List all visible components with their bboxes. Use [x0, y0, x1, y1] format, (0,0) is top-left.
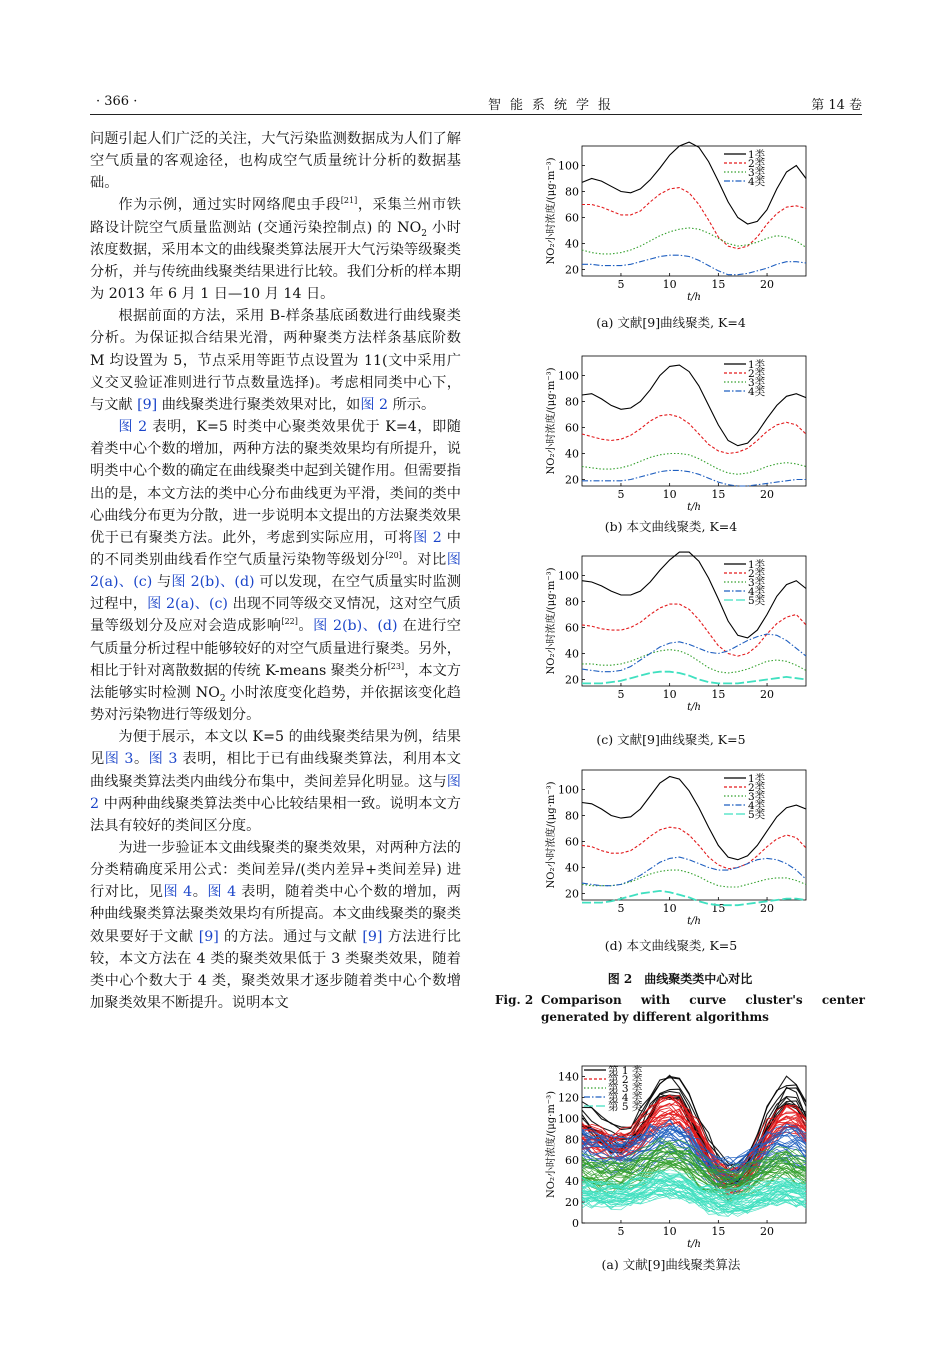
figure-title-cn: 图 2 曲线聚类类中心对比 — [607, 972, 753, 986]
volume-number: 第 14 卷 — [811, 98, 862, 113]
legend-label: 1类 — [748, 359, 766, 371]
series-line — [582, 650, 806, 673]
figure-link[interactable]: 图 2 — [118, 419, 148, 436]
plot-frame — [582, 356, 806, 486]
y-tick-label: 120 — [558, 1091, 579, 1105]
y-tick-label: 80 — [565, 395, 579, 409]
x-tick-label: 15 — [711, 1225, 726, 1238]
figure-link[interactable]: 图 2 — [90, 773, 461, 812]
series-line — [582, 454, 806, 475]
y-tick-label: 100 — [558, 569, 579, 583]
chart-caption-d: (d) 本文曲线聚类, K=5 — [604, 938, 738, 953]
y-tick-label: 0 — [572, 1217, 579, 1230]
figure-link[interactable]: 图 2(b)、(d) — [171, 574, 255, 591]
chart-d-svg — [536, 762, 806, 932]
legend-label: 5类 — [748, 809, 766, 821]
y-tick-label: 100 — [558, 159, 579, 173]
legend-label: 5类 — [748, 595, 766, 607]
legend-label: 4类 — [748, 586, 766, 598]
x-axis-label: t/h — [687, 292, 701, 303]
y-tick-label: 40 — [565, 237, 579, 251]
y-tick-label: 20 — [565, 1196, 579, 1210]
paragraph-3: 根据前面的方法，采用 B-样条基底函数进行曲线聚类分析。为保证拟合结果光滑，两种聚类方法样条基底阶数 M 均设置为 5，节点采用等距节点设置为 11(文中采用广义交叉验证准则进行节点数量选择)。考虑相同类中心下，与文献 [9] 曲线聚类进行聚类效果对比，如图 2 所示。 — [90, 308, 461, 413]
legend-label: 第 5 类 — [608, 1101, 643, 1113]
figure-label-en: Fig. 2 — [495, 993, 534, 1007]
legend-label: 第 2 类 — [608, 1074, 643, 1086]
y-tick-label: 20 — [565, 473, 579, 487]
y-tick-label: 100 — [558, 1112, 579, 1126]
figure-caption-en: Comparison with curve cluster's center generated by different algorithms — [541, 993, 865, 1024]
x-tick-label: 20 — [760, 488, 775, 501]
x-tick-label: 15 — [711, 688, 726, 701]
y-tick-label: 40 — [565, 1175, 579, 1189]
chart-panel-c — [536, 548, 806, 728]
y-tick-label: 80 — [565, 595, 579, 609]
x-tick-label: 20 — [760, 278, 775, 291]
body-text-column — [90, 128, 461, 1014]
x-tick-label: 5 — [617, 1225, 625, 1238]
chart-panel-d — [536, 762, 806, 932]
x-tick-label: 5 — [617, 688, 625, 701]
paragraph-1: 问题引起人们广泛的关注，大气污染监测数据成为人们了解空气质量的客观途径，也构成空气质量统计分析的数据基础。 — [90, 131, 461, 192]
y-tick-label: 140 — [558, 1070, 579, 1084]
x-tick-label: 15 — [711, 902, 726, 915]
y-tick-label: 60 — [565, 621, 579, 635]
series-line — [582, 470, 806, 486]
x-tick-label: 20 — [760, 688, 775, 701]
legend-label: 3类 — [748, 377, 766, 389]
series-line — [582, 827, 806, 869]
chart-caption-a: (a) 文献[9]曲线聚类, K=4 — [596, 315, 746, 330]
chart-caption-b: (b) 本文曲线聚类, K=4 — [604, 519, 738, 534]
legend-label: 2类 — [748, 368, 766, 380]
y-tick-label: 60 — [565, 421, 579, 435]
y-tick-label: 80 — [565, 185, 579, 199]
paragraph-5: 为便于展示，本文以 K=5 的曲线聚类结果为例，结果见图 3。图 3 表明，相比于已有曲线聚类算法，利用本文曲线聚类算法类内曲线分布集中，类间差异化明显。这与图 2 中两种曲线聚类算法类中心比较结果相一致。说明本文方法具有较好的类间区分度。 — [90, 729, 461, 834]
plot-frame — [582, 770, 806, 900]
series-line — [582, 142, 806, 224]
figure-title-en — [495, 992, 865, 1026]
legend-label: 2类 — [748, 158, 766, 170]
figure-link[interactable]: 图 4 — [163, 884, 193, 901]
running-header — [90, 92, 862, 115]
legend-label: 3类 — [748, 791, 766, 803]
ref-link[interactable]: [9] — [137, 396, 158, 413]
x-tick-label: 10 — [662, 1225, 677, 1238]
series-line — [582, 188, 806, 249]
figure-link[interactable]: 图 2(a)、(c) — [90, 551, 461, 591]
x-axis-label: t/h — [687, 502, 701, 513]
series-line — [582, 228, 806, 254]
x-tick-label: 15 — [711, 278, 726, 291]
y-tick-label: 40 — [565, 447, 579, 461]
chart-caption-c: (c) 文献[9]曲线聚类, K=5 — [596, 732, 746, 747]
legend-label: 1类 — [748, 559, 766, 571]
figure-link[interactable]: 图 2(a)、(c) — [147, 596, 228, 613]
y-tick-label: 100 — [558, 369, 579, 383]
figure-link[interactable]: 图 3 — [104, 751, 134, 768]
fig3a-svg — [536, 1052, 806, 1252]
legend-label: 1类 — [748, 149, 766, 161]
chart-panel-fig3a — [536, 1052, 806, 1252]
x-tick-label: 10 — [662, 688, 677, 701]
citation: [23] — [387, 661, 405, 671]
y-tick-label: 80 — [565, 1133, 579, 1147]
journal-title: 智能系统学报 — [488, 98, 621, 113]
citation: [20] — [385, 550, 402, 560]
citation: [21] — [340, 196, 358, 206]
chart-panel-b — [536, 348, 806, 513]
y-axis-label: NO₂小时浓度/(μg·m⁻³) — [546, 367, 557, 475]
series-line — [582, 604, 806, 656]
series-line — [582, 777, 806, 860]
y-tick-label: 20 — [565, 887, 579, 901]
legend-label: 4类 — [748, 176, 766, 188]
figure-link[interactable]: 图 2 — [360, 396, 389, 413]
x-tick-label: 10 — [662, 278, 677, 291]
series-line — [582, 415, 806, 454]
series-line — [582, 672, 806, 684]
ref-link[interactable]: [9] — [198, 928, 219, 945]
x-tick-label: 5 — [617, 488, 625, 501]
y-tick-label: 60 — [565, 835, 579, 849]
legend-label: 4类 — [748, 386, 766, 398]
legend-label: 3类 — [748, 167, 766, 179]
ref-link[interactable]: [9] — [362, 928, 383, 945]
legend-label: 2类 — [748, 568, 766, 580]
legend-label: 4类 — [748, 800, 766, 812]
y-axis-label: NO₂小时浓度/(μg·m⁻³) — [546, 157, 557, 265]
x-axis-label: t/h — [687, 1239, 701, 1250]
y-tick-label: 40 — [565, 861, 579, 875]
paragraph-6: 为进一步验证本文曲线聚类的聚类效果，对两种方法的分类精确度采用公式：类间差异/(类内差异+类间差异) 进行对比，见图 4。图 4 表明，随着类中心个数的增加，两种曲线聚类算法聚类效果均有所提高。本文曲线聚类的聚类效果要好于文献 [9] 的方法。通过与文献 [9] 方法进行比较，本文方法在 4 类的聚类效果低于 3 类聚类效果，随着类中心个数大于 4 类，聚类效果才逐步随着类中心个数增加聚类效果不断提升。说明本文 — [90, 840, 461, 1012]
series-line — [582, 857, 806, 886]
x-axis-label: t/h — [687, 916, 701, 927]
y-tick-label: 40 — [565, 647, 579, 661]
x-tick-label: 15 — [711, 488, 726, 501]
plot-frame — [582, 146, 806, 276]
x-tick-label: 20 — [760, 902, 775, 915]
x-axis-label: t/h — [687, 702, 701, 713]
fig3a-caption: (a) 文献[9]曲线聚类算法 — [601, 1257, 741, 1272]
x-tick-label: 10 — [662, 902, 677, 915]
x-tick-label: 5 — [617, 278, 625, 291]
chart-a-svg — [536, 138, 806, 313]
series-line — [582, 365, 806, 446]
y-tick-label: 60 — [565, 211, 579, 225]
figure-link[interactable]: 图 4 — [207, 884, 237, 901]
legend-label: 2类 — [748, 782, 766, 794]
y-axis-label: NO₂小时浓度/(μg·m⁻³) — [546, 567, 557, 675]
x-tick-label: 10 — [662, 488, 677, 501]
y-tick-label: 100 — [558, 783, 579, 797]
legend-label: 第 3 类 — [608, 1083, 643, 1095]
legend-label: 第 4 类 — [608, 1092, 643, 1104]
y-tick-label: 80 — [565, 809, 579, 823]
citation: [22] — [281, 617, 298, 627]
y-axis-label: NO₂小时浓度/(μg·m⁻³) — [546, 1091, 557, 1198]
figure-link[interactable]: 图 2(b)、(d) — [313, 618, 398, 635]
paragraph-4: 图 2 表明，K=5 时类中心聚类效果优于 K=4，即随着类中心个数的增加，两种方法的聚类效果均有所提升，说明类中心个数的确定在曲线聚类中起到关键作用。但需要指出的是，本文方法的类中心分布曲线更为平滑，类间的类中心曲线分布更为分散，进一步说明本文提出的方法聚类效果优于已有聚类方法。此外，考虑到实际应用，可将图 2 中的不同类别曲线看作空气质量污染物等级划分[20]。对比图 2(a)、(c) 与图 2(b)、(d) 可以发现，在空气质量实时监测过程中，图 2(a)、(c) 出现不同等级交叉情况，这对空气质量等级划分及应对会造成影响[22]。图 2(b)、(d) 在进行空气质量分析过程中能够较好的对空气质量进行聚类。另外，相比于针对离散数据的传统 K-means 聚类分析[23]，本文方法能够实时检测 $NO_2$ 小时浓度变化趋势，并依据该变化趋势对污染物进行等级划分。 — [90, 419, 461, 724]
chart-b-svg — [536, 348, 806, 513]
plot-frame — [582, 556, 806, 686]
x-tick-label: 20 — [760, 1225, 775, 1238]
y-tick-label: 20 — [565, 263, 579, 277]
series-line — [582, 870, 806, 887]
legend-label: 3类 — [748, 577, 766, 589]
y-tick-label: 20 — [565, 673, 579, 687]
paragraph-2: 作为示例，通过实时网络爬虫手段[21]，采集兰州市铁路设计院空气质量监测站 (交通污染控制点) 的 $NO_2$ 小时浓度数据，采用本文的曲线聚类算法展开大气污染等级聚类分析，并与传统曲线聚类结果进行比较。我们分析的样本期为 2013 年 6 月 1 日—10 月 14 日。 — [90, 196, 461, 303]
series-line — [582, 552, 806, 638]
y-tick-label: 60 — [565, 1154, 579, 1168]
y-axis-label: NO₂小时浓度/(μg·m⁻³) — [546, 781, 557, 889]
x-tick-label: 5 — [617, 902, 625, 915]
figure-link[interactable]: 图 2 — [413, 529, 442, 546]
figure-link[interactable]: 图 3 — [148, 751, 178, 768]
series-line — [582, 634, 806, 672]
legend-label: 1类 — [748, 773, 766, 785]
series-line — [582, 255, 806, 275]
page-number: · 366 · — [96, 94, 138, 109]
legend-label: 第 1 类 — [608, 1065, 643, 1077]
chart-c-svg — [536, 548, 806, 728]
chart-panel-a — [536, 138, 806, 313]
